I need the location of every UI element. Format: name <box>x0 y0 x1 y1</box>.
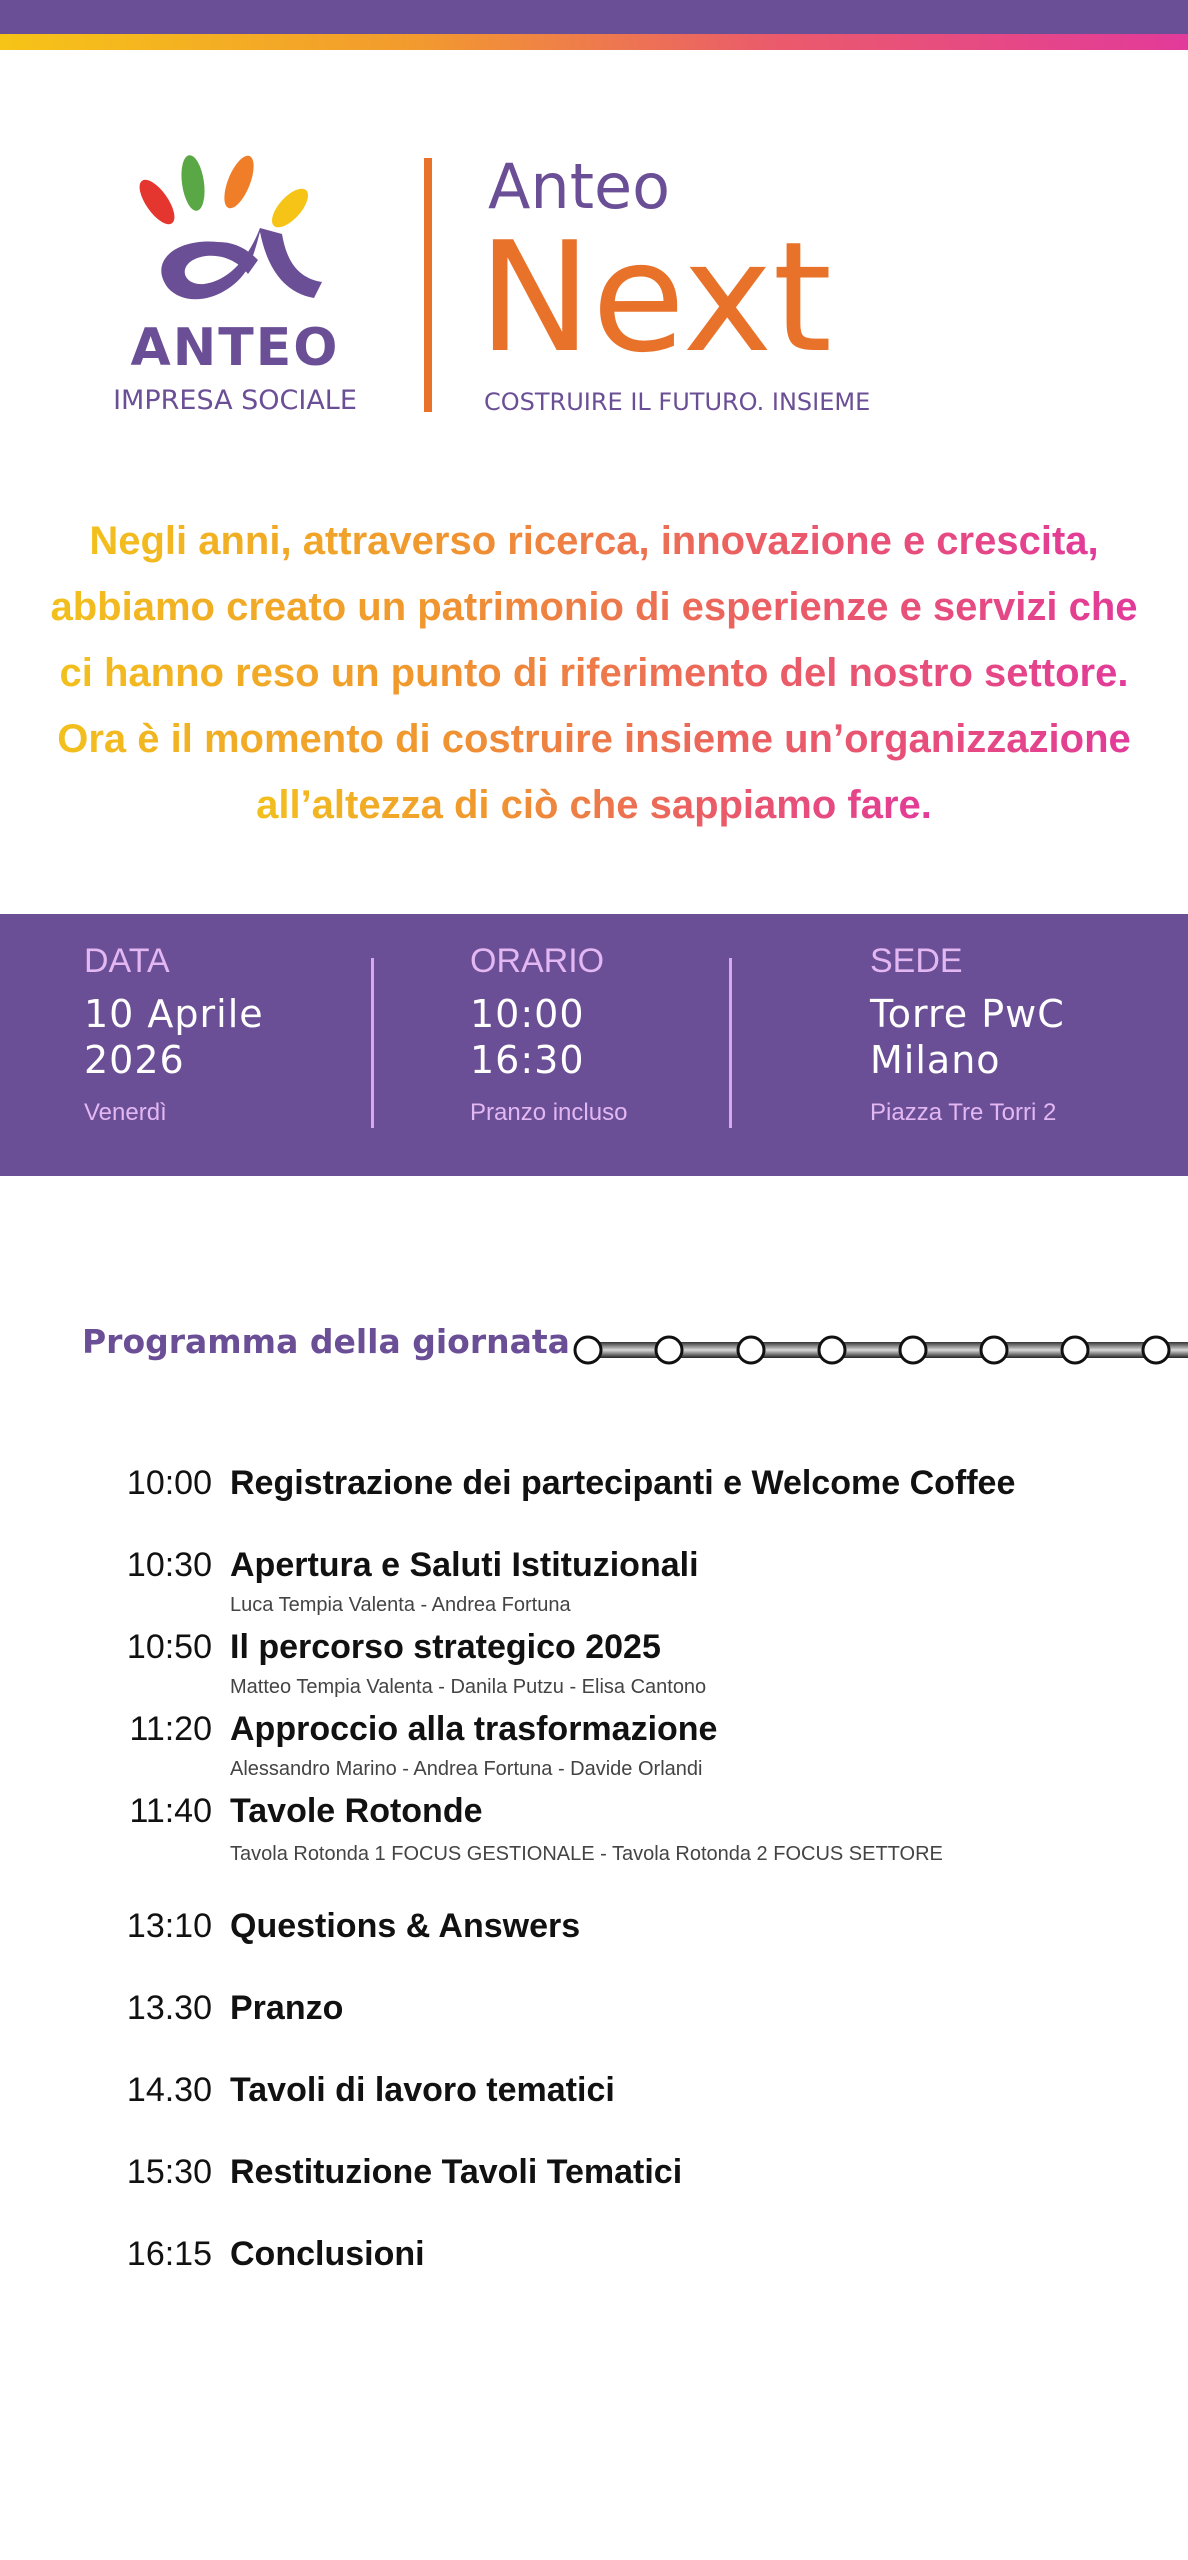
event-tagline: COSTRUIRE IL FUTURO. INSIEME <box>484 388 871 416</box>
gradient-stripe <box>0 34 1188 50</box>
agenda-title: Conclusioni <box>230 2235 425 2273</box>
agenda-speakers: Matteo Tempia Valenta - Danila Putzu - Elisa Cantono <box>230 1676 707 1698</box>
logo-divider <box>424 158 432 412</box>
info-separator <box>371 958 374 1128</box>
intro-line: Negli anni, attraverso ricerca, innovazione e crescita, <box>89 519 1099 563</box>
info-time-note: Pranzo incluso <box>470 1099 628 1126</box>
program-title: Programma della giornata <box>82 1322 570 1361</box>
timeline-decoration <box>570 1330 1188 1370</box>
info-date <box>84 942 264 1127</box>
intro-line: ci hanno reso un punto di riferimento del nostro settore. <box>59 651 1129 695</box>
agenda-title: Restituzione Tavoli Tematici <box>230 2153 683 2191</box>
agenda-speakers: Tavola Rotonda 1 FOCUS GESTIONALE - Tavola Rotonda 2 FOCUS SETTORE <box>230 1843 943 1865</box>
info-time-label: ORARIO <box>470 942 605 980</box>
agenda-title: Registrazione dei partecipanti e Welcome Coffee <box>230 1464 1016 1502</box>
event-info-band <box>0 914 1188 1176</box>
top-color-bar <box>0 0 1188 34</box>
agenda-time: 10:30 <box>126 1546 212 1584</box>
agenda-title: Tavoli di lavoro tematici <box>230 2071 615 2109</box>
agenda-time: 11:20 <box>129 1710 212 1748</box>
agenda-title: Approccio alla trasformazione <box>230 1710 718 1748</box>
intro-line: abbiamo creato un patrimonio di esperienze e servizi che <box>50 585 1138 629</box>
info-time-value: 10:00 16:30 <box>470 992 585 1082</box>
info-date-value: 10 Aprile 2026 <box>84 992 264 1082</box>
event-name-big: Next <box>478 209 833 386</box>
agenda-time: 10:50 <box>126 1628 212 1666</box>
agenda-time: 13:10 <box>126 1907 212 1945</box>
intro-line: all’altezza di ciò che sappiamo fare. <box>256 783 932 827</box>
logo-subtitle: IMPRESA SOCIALE <box>113 385 357 416</box>
info-venue <box>870 942 1065 1127</box>
agenda-time: 15:30 <box>126 2153 212 2191</box>
agenda-time: 13.30 <box>126 1989 212 2027</box>
agenda-speakers: Luca Tempia Valenta - Andrea Fortuna <box>230 1594 571 1616</box>
agenda-time: 10:00 <box>126 1464 212 1502</box>
info-date-label: DATA <box>84 942 170 980</box>
agenda-title: Tavole Rotonde <box>230 1792 483 1830</box>
intro-line: Ora è il momento di costruire insieme un’organizzazione <box>57 717 1131 761</box>
agenda-time: 16:15 <box>126 2235 212 2273</box>
info-time <box>470 942 627 1127</box>
event-name-small: Anteo <box>488 150 671 223</box>
intro-paragraph <box>30 508 1158 838</box>
info-separator <box>729 958 732 1128</box>
anteo-hand-logo-icon <box>130 150 340 310</box>
agenda-title: Pranzo <box>230 1989 344 2027</box>
agenda-time: 11:40 <box>129 1792 212 1830</box>
info-venue-note: Piazza Tre Torri 2 <box>870 1099 1057 1126</box>
info-venue-value: Torre PwC Milano <box>870 992 1065 1082</box>
agenda-title: Il percorso strategico 2025 <box>230 1628 661 1666</box>
agenda-title: Questions & Answers <box>230 1907 581 1945</box>
agenda-speakers: Alessandro Marino - Andrea Fortuna - Davide Orlandi <box>230 1758 703 1780</box>
agenda-title: Apertura e Saluti Istituzionali <box>230 1546 699 1584</box>
info-venue-label: SEDE <box>870 942 963 980</box>
agenda-time: 14.30 <box>126 2071 212 2109</box>
info-date-note: Venerdì <box>84 1099 167 1126</box>
logo-wordmark: ANTEO <box>130 318 340 378</box>
